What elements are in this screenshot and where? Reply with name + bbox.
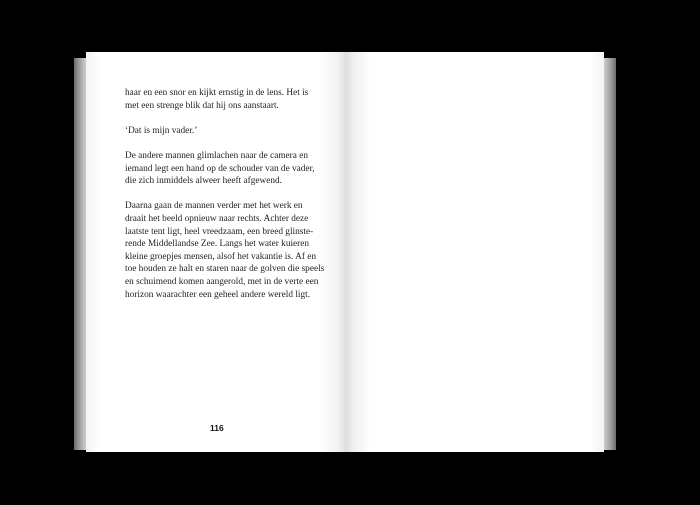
body-text — [125, 87, 345, 314]
text-line: De andere mannen glimlachen naar de camera en — [125, 150, 308, 161]
text-line: draait het beeld opnieuw naar rechts. Achter deze — [125, 213, 309, 224]
text-line: die zich inmiddels alweer heeft afgewend. — [125, 176, 282, 187]
text-line: en schuimend komen aangerold, met in de verte een — [125, 276, 319, 287]
text-line: met een strenge blik dat hij ons aanstaart. — [125, 100, 279, 111]
text-line: horizon waarachter een geheel andere wereld ligt. — [125, 289, 311, 300]
text-line: rende Middellandse Zee. Langs het water kuieren — [125, 239, 310, 250]
text-line: iemand legt een hand op de schouder van de vader, — [125, 163, 315, 174]
paragraph-1 — [125, 87, 345, 112]
paragraph-2 — [125, 125, 345, 138]
open-book — [74, 52, 616, 453]
text-line: ‘Dat is mijn vader.’ — [125, 125, 198, 136]
text-line: toe houden ze halt en staren naar de golven die speels — [125, 264, 325, 275]
paragraph-4 — [125, 200, 345, 301]
paragraph-3 — [125, 150, 345, 188]
text-line: kleine groepjes mensen, alsof het vakantie is. Af en — [125, 251, 317, 262]
left-page — [86, 52, 345, 452]
text-line: haar en een snor en kijkt ernstig in de lens. Het is — [125, 88, 309, 98]
text-line: Daarna gaan de mannen verder met het werk en — [125, 201, 303, 212]
right-page-blank — [345, 52, 604, 452]
text-line: laatste tent ligt, heel vreedzaam, een breed glinste- — [125, 226, 314, 237]
page-number: 116 — [210, 423, 224, 433]
